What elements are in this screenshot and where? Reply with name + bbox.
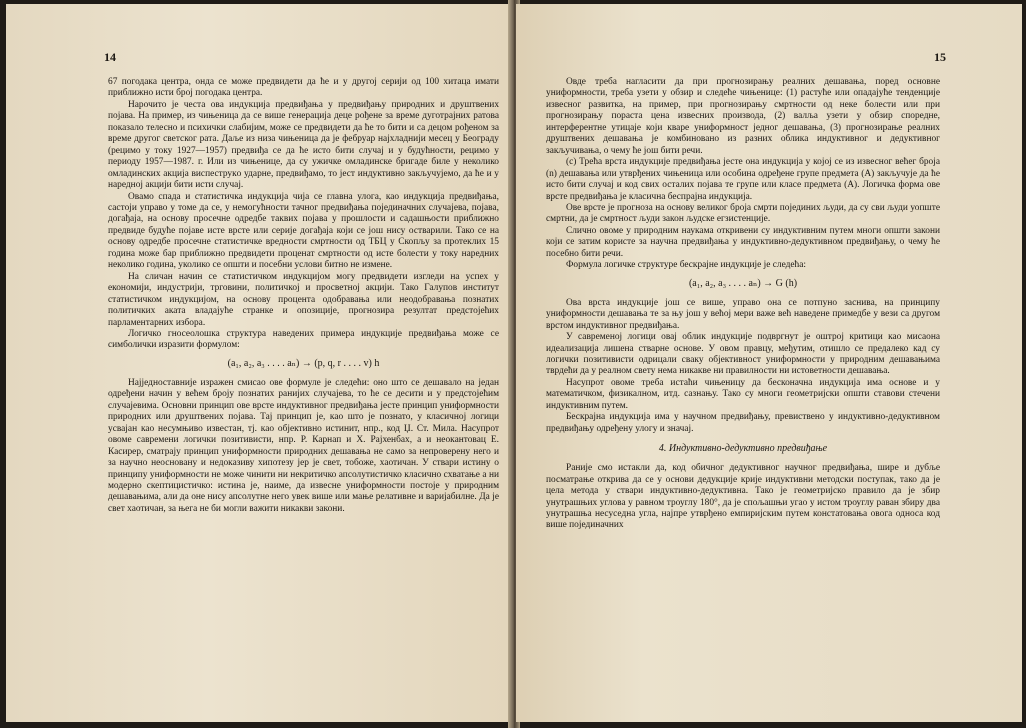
paragraph: Логичко гносеолошка структура наведених примера индукције предвиђања може се симболички изразити формулом: (108, 328, 499, 351)
right-page (516, 4, 1022, 722)
left-page (6, 4, 511, 722)
page-number-left: 14 (104, 50, 116, 64)
paragraph: Нарочито је честа ова индукција предвиђања у предвиђању природних и друштвених појава. На пример, из чињеница да се више генерација деце рођене за време дуготрајних ратова показало телесно и психички слабијим, може се предвидети да ће то бити и са децом рођеном за време другог светског рата. Даље из низа чињеница да је фебруар најхладнији месец у Београду (рецимо у току 1927—1957) предвиђа се да ће исто бити случај и у будућности, рецимо у периоду 1957—1987. г. Или из чињенице, да су ужичке омладинске бригаде биле у неколико омладинских акција виспеструкo ударне, предвиђамо, то јест индуктивно закључујемо, да ће и у наредној акцији бити исти случај. (108, 99, 499, 191)
paragraph: На сличан начин се статистичком индукцијом могу предвидети изгледи на успех у економији, индустрији, трговини, политичкој и просветној акцији. Тако Галупов институт статистичком индукцијом, на основу процента одобравања или неодобравања познатих политичких аката владајуће странке и опозиције, прогнозира резултат предстојећих парламентарних избора. (108, 271, 499, 328)
formula: (a₁, a₂, a₃ . . . . aₙ) → (p, q, r . . . . v) h (227, 357, 380, 369)
paragraph: 67 погодака центра, онда се може предвидети да ће и у другој серији од 100 хитаца имати приближно исти број погодака центра. (108, 77, 499, 99)
paragraph: (с) Трећа врста индукције предвиђања јесте она индукција у којој се из извесног већег броја (n) дешавања или утврђених чињеница или особина одређене групе предмета (А) закључује да ће исто бити случај и код свих осталих појава те групе или класе предмета (А). Логичка форма ове врсте предвиђања је класична беспрајна индукција. (546, 157, 940, 202)
paragraph: Бескрајна индукција има у научном предвиђању, превиствено у индуктивно-дедуктивном предвиђању одређену улогу и значај. (546, 412, 940, 434)
paragraph: Овамо спада и статистичка индукција чија се главна улога, као индукција предвиђања, састоји управо у томе да се, у немогућности тачног предвиђања појединачних случајева, појава, догађаја, на основу просечне одредбе таквих појава у прошлости и садашњости приближно предвиде будуће појаве исте врсте или серије догађаја који се још нису остварили. Тако се на основу одредбе просечне статистичке вредности смртности од ТБЦ у Скопљу за протеклих 15 година може бар приближно предвидети проценат смртности од исте болести у току наредних неколико година, уколико се општи и посебни услови битно не измене. (108, 191, 499, 271)
paragraph: Слично овоме у природним наукама откривени су индуктивним путем многи општи закони који се затим користе за научна предвиђања у индуктивно-дедуктивном предвиђању, о чему ће посебно бити речи. (546, 225, 940, 259)
paragraph: Ове врсте је прогноза на основу великог броја смрти појединих људи, да су сви људи уопште смртни, да је смртност људи закон људске егзистенције. (546, 202, 940, 225)
page-number-right: 15 (934, 50, 946, 64)
formula: (a₁, a₂, a₃ . . . . aₙ) → G (h) (688, 277, 798, 289)
paragraph: Насупрот овоме треба истаћи чињеницу да бесконачна индукција има основе и у математичком, физикалном, итд. сазнању. Тако су многи геометријски општи ставови стечени индуктивним путем. (546, 377, 940, 411)
paragraph: Овде треба нагласити да при прогнозирању реалних дешавања, поред основне униформности, треба узети у обзир и следеће чињенице: (1) растуће или опадајуће тенденције извесног развитка, на пример, при прогнозирању смртности од неке болести или при прогнозирању пораста цена извесних производа, (2) валља узети у обзир споредне, интерферентне утицаје који кваре униформност једног дешавања, (3) прогнозирање реалних друштвених дешавања је комбиновано из разних облика индуктивног и дедуктивног закључивања, о чему ће још бити речи. (546, 77, 940, 156)
paragraph: Најједноставније изражен смисао ове формуле је следећи: оно што се дешавало на један одређени начин у већем броју познатих ранијих случајева, то ће се десити и у предстојећим случајевима. Основни принцип ове врсте индуктивног предвиђања јесте принцип униформности природних или друштвених појава. Тај принцип је, као што је познато, у класичној логици усвајан као несумњиво известан, тј. као објективно истинит, нпр., код Џ. Ст. Мила. Насупрот овоме савремени логички позитивисти, нпр. Р. Карнап и Х. Рајхенбах, а и неокантовац Е. Касирер, сматрају принцип униформности природних дешавања не само за непроверену него и за научно неосновану и недоказиву хипотезу јер је свет, тобоже, хаотичан. У ствари истину о принципу униформности не може чинити ни некритичко апсолутистичко класично схватање а ни модерно скептицистичко: истина је, наиме, да извесне униформности постоје у природним дешавањима, али да оне нису апсолутне него увек више или мање релативне и варијабилне. Да је свет хаотичан, за њега не би могли важити никакви закони. (108, 377, 499, 514)
section-title: 4. Индуктивно-дедуктивно предвиђање (658, 443, 828, 455)
paragraph: Формула логичке структуре бескрајне индукције је следећа: (566, 260, 806, 271)
paragraph: Ова врста индукције још се више, управо она се потпуно заснива, на принципу униформности дешавања те за њу још у већој мери важе већ наведене примедбе у вези са другом врстом индуктивног предвиђања. (546, 297, 940, 331)
paragraph: У савременој логици овај облик индукције подвргнут је оштрој критици као мисаона идеализација лишена стварне основе. У овом правцу, међутим, отишло се предалеко кад су логички позитивисти одрицали свaку објективност униформности у природним дешавањима тврдећи да у реалном свету нема никакве ни правилности ни истоветности дешавања. (546, 332, 940, 377)
paragraph: Раније смо истакли да, код обичног дедуктивног научног предвиђања, шире и дубље посматрање открива да се у основи дедукције крије индуктивни методски поступак, тако да је цела метода у ствари индуктивно-дедуктивна. Тако је геометријско правило да је збир унутрашњих углова у равном троуглу 180°, да је спољашњи угао у истом троуглу раван збиру два унутрашња несуседна угла, најпре утврђено емпиријским путем констатовања овога односа код више појединачних (546, 463, 940, 531)
